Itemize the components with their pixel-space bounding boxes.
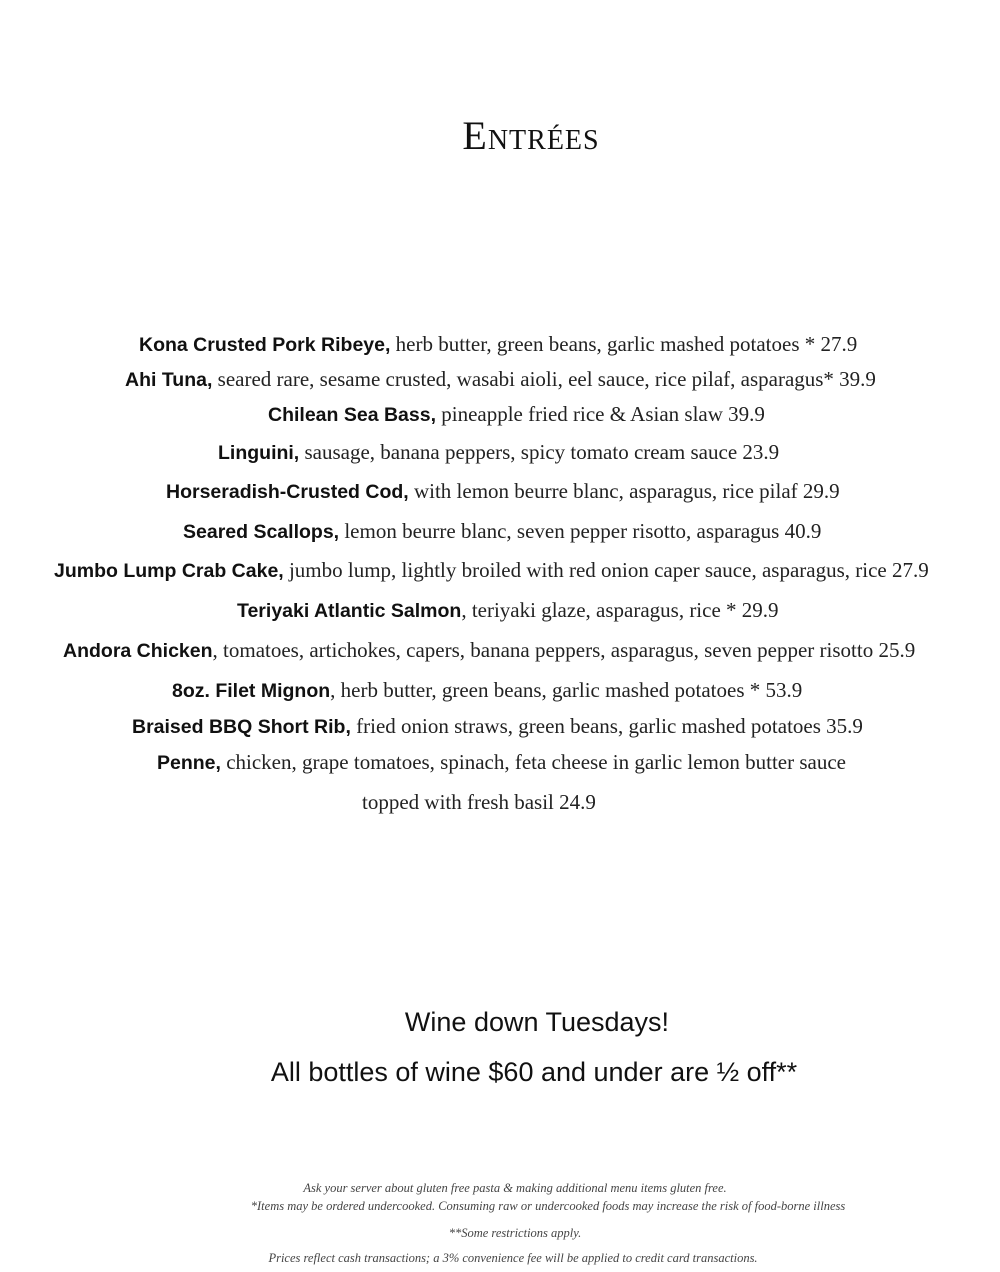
- item-description: topped with fresh basil 24.9: [362, 790, 596, 814]
- menu-item: [268, 402, 765, 427]
- menu-item: [237, 598, 779, 623]
- item-name: Horseradish-Crusted Cod,: [166, 481, 409, 503]
- item-description: lemon beurre blanc, seven pepper risotto, asparagus 40.9: [339, 519, 822, 543]
- page-title: Entrées: [462, 113, 600, 158]
- item-name: Seared Scallops,: [183, 521, 340, 543]
- item-name: Penne,: [157, 752, 221, 774]
- menu-item: [157, 750, 846, 775]
- restrictions-note: **Some restrictions apply.: [448, 1226, 582, 1240]
- item-description: jumbo lump, lightly broiled with red onion caper sauce, asparagus, rice 27.9: [283, 558, 929, 582]
- menu-item: [132, 714, 863, 739]
- item-name: Linguini,: [218, 442, 300, 464]
- item-description: , herb butter, green beans, garlic mashed potatoes * 53.9: [330, 678, 803, 702]
- menu-item-continuation: [362, 790, 596, 815]
- item-name: Chilean Sea Bass,: [268, 404, 436, 426]
- item-description: chicken, grape tomatoes, spinach, feta cheese in garlic lemon butter sauce: [220, 750, 847, 774]
- menu-item: [139, 332, 857, 357]
- item-name: Braised BBQ Short Rib,: [132, 716, 351, 738]
- item-description: , teriyaki glaze, asparagus, rice * 29.9: [461, 598, 779, 622]
- item-description: pineapple fried rice & Asian slaw 39.9: [436, 402, 765, 426]
- menu-item: [183, 519, 821, 544]
- item-name: Andora Chicken: [63, 640, 213, 662]
- item-description: fried onion straws, green beans, garlic mashed potatoes 35.9: [350, 714, 863, 738]
- undercooked-note: *Items may be ordered undercooked. Consuming raw or undercooked foods may increase the risk of food-borne illness: [250, 1199, 846, 1213]
- item-name: 8oz. Filet Mignon: [172, 680, 331, 702]
- pricing-note: Prices reflect cash transactions; a 3% convenience fee will be applied to credit card transactions.: [268, 1251, 758, 1265]
- promo-detail: All bottles of wine $60 and under are ½ off**: [270, 1057, 798, 1087]
- item-description: with lemon beurre blanc, asparagus, rice pilaf 29.9: [408, 479, 840, 503]
- item-description: herb butter, green beans, garlic mashed potatoes * 27.9: [390, 332, 858, 356]
- menu-item: [54, 558, 929, 583]
- item-name: Jumbo Lump Crab Cake,: [54, 560, 284, 582]
- item-description: seared rare, sesame crusted, wasabi aioli, eel sauce, rice pilaf, asparagus* 39.9: [212, 367, 876, 391]
- item-description: , tomatoes, artichokes, capers, banana peppers, asparagus, seven pepper risotto 25.9: [212, 638, 916, 662]
- menu-item: [125, 367, 876, 392]
- item-name: Kona Crusted Pork Ribeye,: [139, 334, 391, 356]
- promo-headline: Wine down Tuesdays!: [404, 1007, 670, 1037]
- gluten-note: Ask your server about gluten free pasta & making additional menu items gluten free.: [303, 1181, 727, 1195]
- menu-item: [63, 638, 915, 663]
- menu-item: [172, 678, 802, 703]
- item-name: Ahi Tuna,: [125, 369, 213, 391]
- menu-item: [218, 440, 779, 465]
- menu-item: [166, 479, 840, 504]
- item-name: Teriyaki Atlantic Salmon: [237, 600, 462, 622]
- item-description: sausage, banana peppers, spicy tomato cream sauce 23.9: [299, 440, 780, 464]
